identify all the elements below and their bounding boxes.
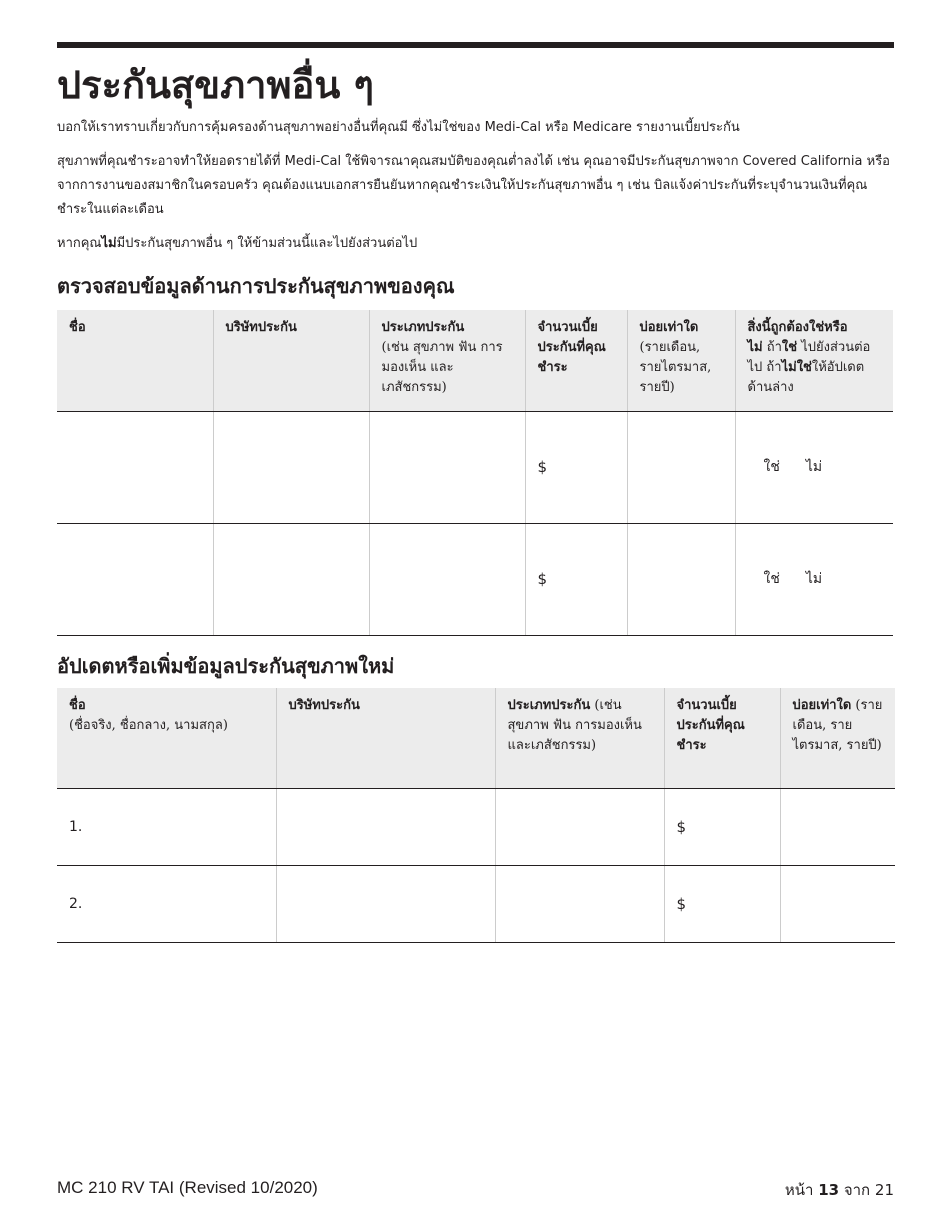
company-cell[interactable]: [276, 865, 495, 942]
name-cell[interactable]: [57, 411, 213, 523]
page-total: 21: [874, 1181, 894, 1199]
row-number: 1.: [69, 818, 83, 835]
col-header-correct-update: ให้อัปเดตด้านล่าง: [747, 360, 865, 395]
col-header-correct-next: ไปยังส่วนต่อไป ถ้า: [747, 340, 871, 375]
intro-paragraph-2: สุขภาพที่คุณชำระอาจทำให้ยอดรายได้ที่ Medi-Cal ใช้พิจารณาคุณสมบัติของคุณต่ำลงได้ เช่น คุณอาจมีประกันสุขภาพจาก Covered California หรือจากการงานของสมาชิกในครอบครัว คุณต้องแนบเอกสารยืนยันหากคุณชำระเงินให้ประกันสุขภาพอื่น ๆ เช่น บิลแจ้งค่าประกันที่ระบุจำนวนเงินที่คุณชำระในแต่ละเดือน: [57, 154, 890, 217]
page-mid: จาก: [839, 1181, 875, 1199]
col-header-premium: จำนวนเบี้ยประกันที่คุณชำระ: [664, 688, 780, 788]
frequency-cell[interactable]: [627, 411, 735, 523]
premium-cell[interactable]: [525, 523, 627, 635]
frequency-cell[interactable]: [627, 523, 735, 635]
col-header-name-note: (ชื่อจริง, ชื่อกลาง, นามสกุล): [69, 718, 228, 733]
col-header-correct-q: สิ่งนี้ถูกต้องใช่หรือ: [747, 320, 848, 335]
col-header-name-label: ชื่อ: [69, 698, 86, 713]
name-cell[interactable]: [57, 788, 276, 865]
update-insurance-table: [57, 688, 895, 943]
col-header-frequency-note: (รายเดือน, รายไตรมาส, รายปี): [639, 340, 712, 395]
type-cell[interactable]: [369, 523, 525, 635]
name-cell[interactable]: [57, 523, 213, 635]
table-row: [57, 523, 893, 635]
col-header-correct-if: ถ้า: [762, 340, 782, 355]
type-cell[interactable]: [369, 411, 525, 523]
company-cell[interactable]: [213, 411, 369, 523]
company-cell[interactable]: [276, 788, 495, 865]
col-header-frequency-note: (รายเดือน, รายไตรมาส, รายปี): [792, 698, 883, 753]
no-option[interactable]: ไม่: [805, 459, 823, 475]
page-number: [785, 1178, 894, 1202]
page-prefix: หน้า: [784, 1181, 819, 1199]
frequency-cell[interactable]: [780, 865, 895, 942]
review-insurance-table: [57, 310, 893, 636]
premium-cell[interactable]: [525, 411, 627, 523]
table-header-row: [57, 688, 895, 788]
col-header-frequency-label: บ่อยเท่าใด: [639, 320, 699, 335]
form-id: MC 210 RV TAI (Revised 10/2020): [57, 1178, 318, 1197]
col-header-type-note: (เช่น สุขภาพ ฟัน การมองเห็น และเภสัชกรรม): [381, 340, 503, 395]
col-header-frequency: [627, 310, 735, 411]
yes-option[interactable]: ใช่: [763, 571, 780, 587]
type-cell[interactable]: [495, 788, 664, 865]
col-header-premium: จำนวนเบี้ยประกันที่คุณชำระ: [525, 310, 627, 411]
no-option[interactable]: ไม่: [805, 571, 823, 587]
intro-p3-bold: ไม่: [101, 236, 117, 251]
col-header-name: [57, 688, 276, 788]
dollar-sign: $: [676, 817, 687, 836]
col-header-correct-no: ไม่: [747, 340, 763, 355]
premium-cell[interactable]: [664, 865, 780, 942]
intro-p3-part-b: มีประกันสุขภาพอื่น ๆ ให้ข้ามส่วนนี้และไปยังส่วนต่อไป: [116, 236, 418, 251]
table-row: [57, 865, 895, 942]
top-rule: [57, 42, 894, 48]
frequency-cell[interactable]: [780, 788, 895, 865]
col-header-type-label: ประเภทประกัน: [381, 320, 465, 335]
intro-paragraph-1: บอกให้เราทราบเกี่ยวกับการคุ้มครองด้านสุขภาพอย่างอื่นที่คุณมี ซึ่งไม่ใช่ของ Medi-Cal หรือ Medicare รายงานเบี้ยประกัน: [57, 120, 740, 135]
col-header-type-label: ประเภทประกัน: [507, 698, 591, 713]
col-header-type: [495, 688, 664, 788]
col-header-type: [369, 310, 525, 411]
section-heading-review: ตรวจสอบข้อมูลด้านการประกันสุขภาพของคุณ: [57, 274, 455, 298]
correct-cell: [735, 523, 893, 635]
company-cell[interactable]: [213, 523, 369, 635]
name-cell[interactable]: [57, 865, 276, 942]
page-title: ประกันสุขภาพอื่น ๆ: [57, 62, 374, 107]
section-heading-update: อัปเดตหรือเพิ่มข้อมูลประกันสุขภาพใหม่: [57, 654, 395, 678]
dollar-sign: $: [537, 458, 548, 476]
col-header-company: บริษัทประกัน: [213, 310, 369, 411]
intro-paragraph-3: [57, 232, 897, 256]
correct-cell: [735, 411, 893, 523]
col-header-correct-yes: ใช่: [781, 340, 798, 355]
col-header-name: ชื่อ: [57, 310, 213, 411]
intro-p3-part-a: หากคุณ: [57, 236, 102, 251]
col-header-type-note: (เช่น สุขภาพ ฟัน การมองเห็น และเภสัชกรรม): [507, 698, 642, 753]
col-header-frequency: [780, 688, 895, 788]
col-header-frequency-label: บ่อยเท่าใด: [792, 698, 852, 713]
type-cell[interactable]: [495, 865, 664, 942]
page-current: 13: [818, 1181, 840, 1199]
premium-cell[interactable]: [664, 788, 780, 865]
table-row: [57, 788, 895, 865]
col-header-company: บริษัทประกัน: [276, 688, 495, 788]
table-header-row: [57, 310, 893, 411]
col-header-correct-notyes: ไม่ใช่: [781, 360, 812, 375]
dollar-sign: $: [537, 570, 548, 588]
table-row: [57, 411, 893, 523]
yes-option[interactable]: ใช่: [763, 459, 780, 475]
row-number: 2.: [69, 895, 83, 912]
col-header-correct: [735, 310, 893, 411]
dollar-sign: $: [676, 894, 687, 913]
